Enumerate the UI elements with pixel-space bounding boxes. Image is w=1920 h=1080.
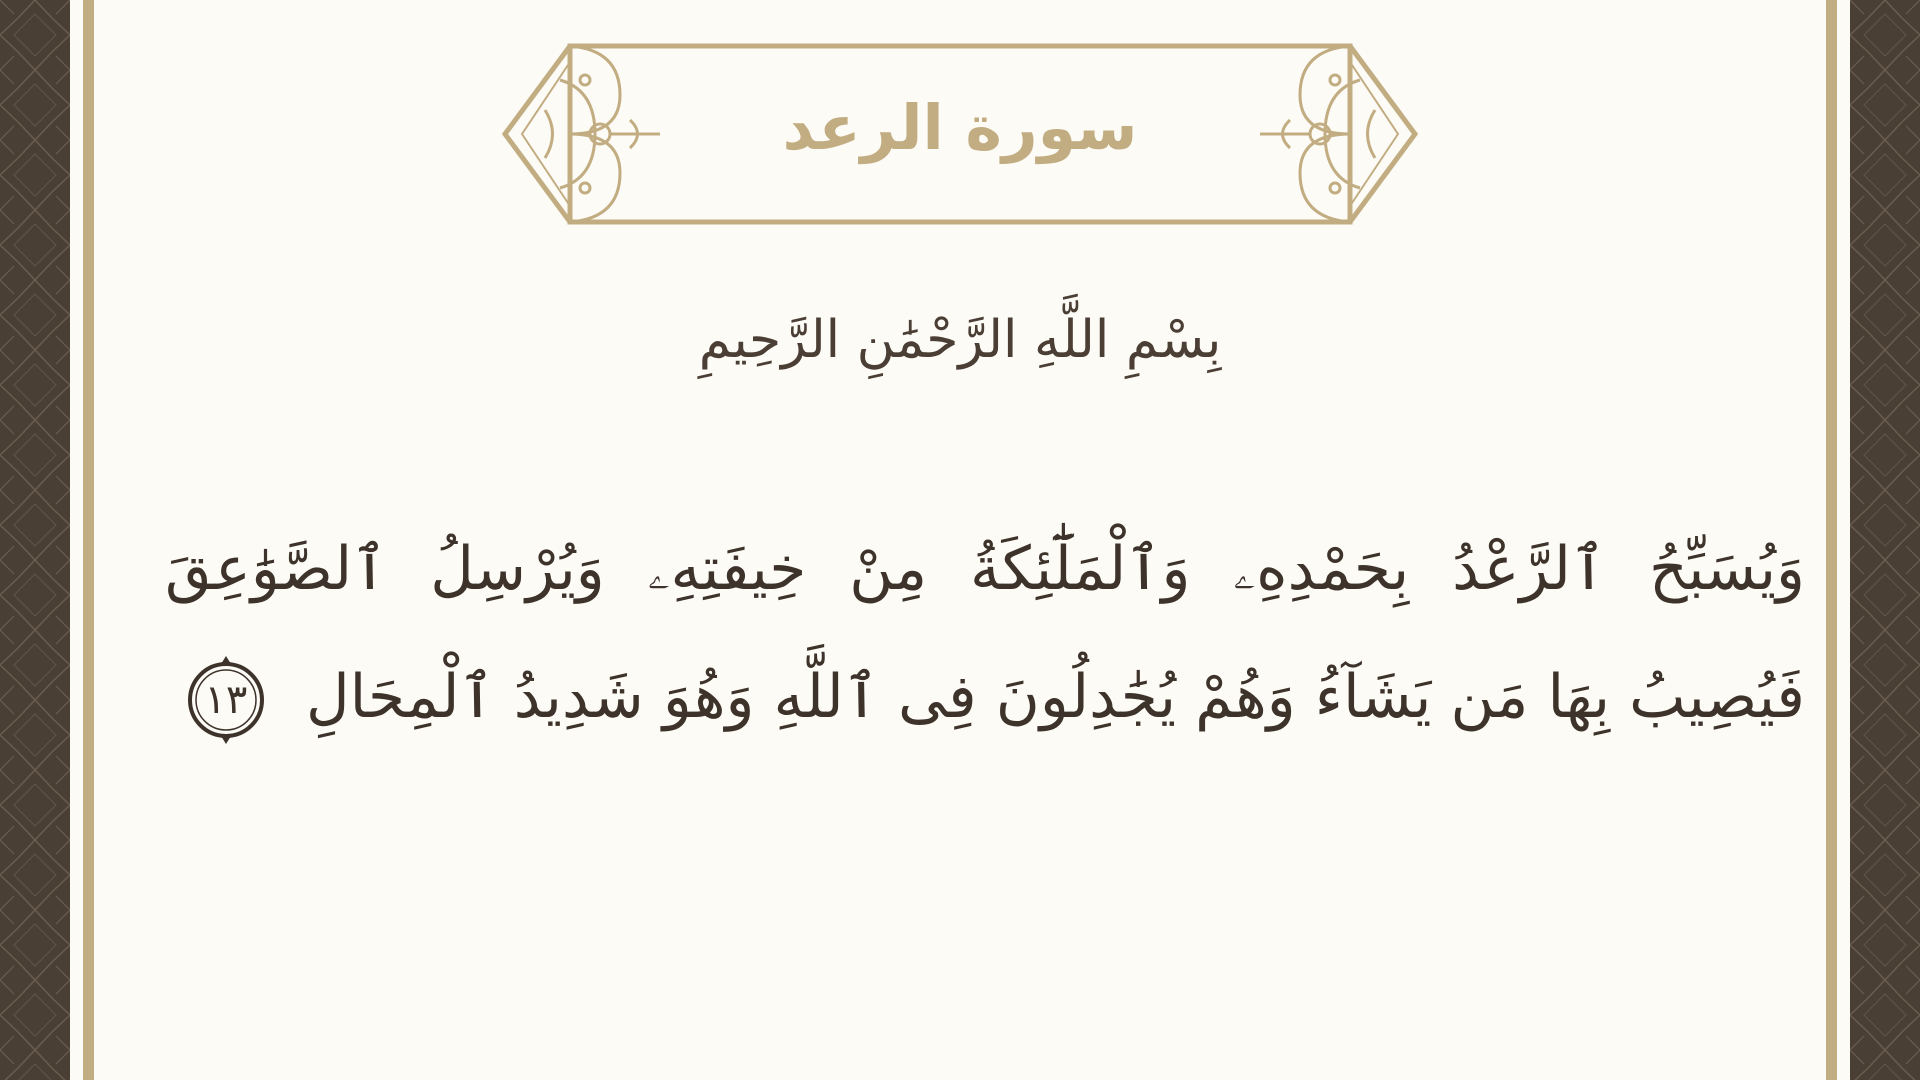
verse-text-block [165,505,1805,761]
surah-title: سورة الرعد [782,90,1138,164]
ayah-end-marker [183,652,269,748]
basmala-calligraphy: بِسْمِ اللَّهِ الرَّحْمَٰنِ الرَّحِيمِ [698,310,1222,370]
left-ornamental-border [0,0,70,1080]
surah-title-frame [500,40,1420,230]
left-gold-rule [83,0,94,1080]
ayah-number: ١٣ [204,677,248,724]
verse-text: وَيُسَبِّحُ ٱلرَّعْدُ بِحَمْدِهِۦ وَٱلْمَلَٰٓئِكَةُ مِنْ خِيفَتِهِۦ وَيُرْسِلُ ٱلصَّوَٰعِقَ فَيُصِيبُ بِهَا مَن يَشَآءُ وَهُمْ يُجَٰدِلُونَ فِى ٱللَّهِ وَهُوَ شَدِيدُ ٱلْمِحَالِ [165,534,1805,732]
right-ornamental-border [1850,0,1920,1080]
right-gold-rule [1826,0,1837,1080]
